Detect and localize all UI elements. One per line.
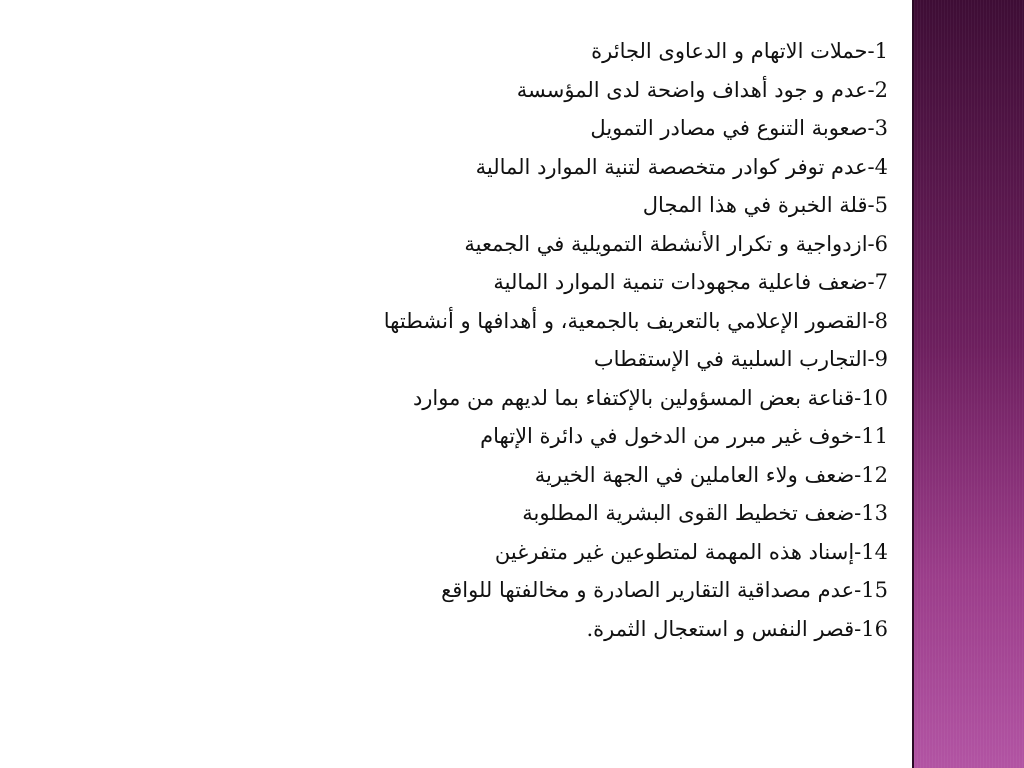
list-item-6: 6-ازدواجية و تكرار الأنشطة التمويلية في الجمعية — [464, 231, 888, 256]
list-item-4: 4-عدم توفر كوادر متخصصة لتنية الموارد المالية — [475, 154, 888, 179]
slide-content — [188, 32, 888, 648]
challenges-list — [188, 32, 888, 648]
list-item-1: 1-حملات الاتهام و الدعاوى الجائرة — [591, 39, 888, 63]
list-item-12: 12-ضعف ولاء العاملين في الجهة الخيرية — [534, 462, 888, 487]
list-item-7: 7-ضعف فاعلية مجهودات تنمية الموارد المالية — [493, 270, 888, 294]
list-item-9: 9-التجارب السلبية في الإستقطاب — [593, 347, 888, 371]
list-item-16: 16-قصر النفس و استعجال الثمرة. — [586, 616, 888, 641]
list-item-15: 15-عدم مصداقية التقارير الصادرة و مخالفتها للواقع — [441, 578, 888, 602]
decorative-side-bar — [912, 0, 1024, 768]
list-item-2: 2-عدم و جود أهداف واضحة لدى المؤسسة — [516, 77, 888, 102]
list-item-14: 14-إسناد هذه المهمة لمتطوعين غير متفرغين — [494, 539, 888, 564]
list-item-13: 13-ضعف تخطيط القوى البشرية المطلوبة — [522, 501, 888, 525]
list-item-10: 10-قناعة بعض المسؤولين بالإكتفاء بما لديهم من موارد — [412, 385, 888, 410]
list-item-5: 5-قلة الخبرة في هذا المجال — [642, 193, 888, 217]
list-item-11: 11-خوف غير مبرر من الدخول في دائرة الإتهام — [480, 424, 888, 448]
list-item-8: 8-القصور الإعلامي بالتعريف بالجمعية، و أهدافها و أنشطتها — [383, 308, 888, 333]
list-item-3: 3-صعوبة التنوع في مصادر التمويل — [590, 116, 888, 140]
